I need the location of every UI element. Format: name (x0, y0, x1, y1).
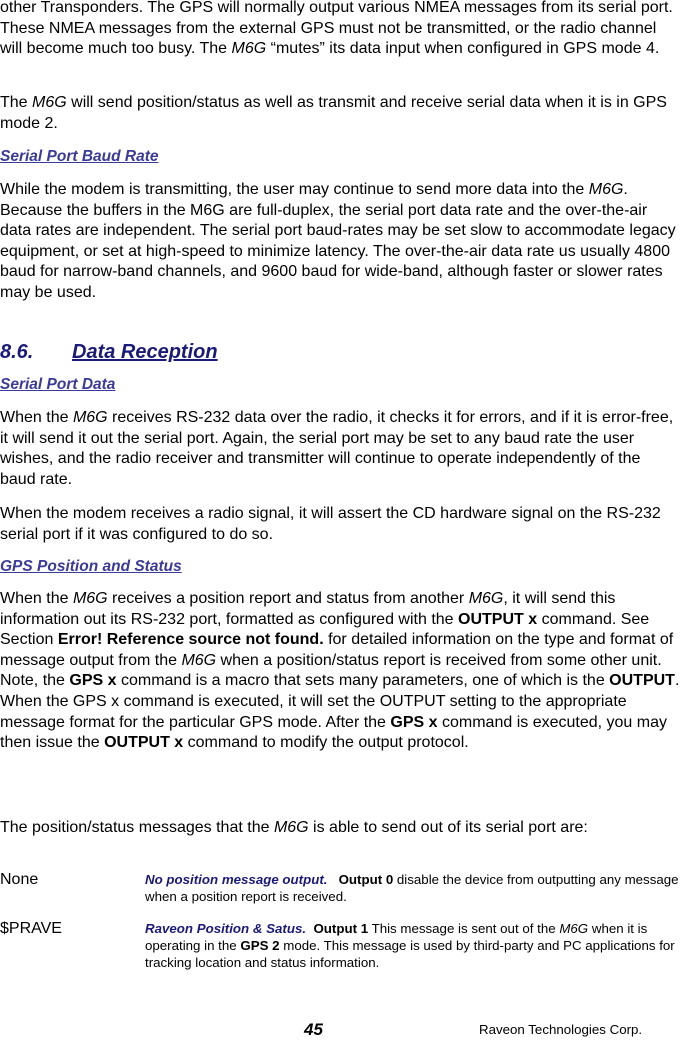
message-label: None (0, 871, 39, 888)
paragraph-serial-port-data: When the M6G receives RS-232 data over the radio, it checks it for errors, and if it is error-free, it will send it out the serial port. Again, the serial port may be set to any baud rate the user wishes, and the radio receiver and transmitter will continue to operate independently of the baud rate. (0, 409, 674, 488)
page-number: 45 (304, 1020, 323, 1039)
message-label: $PRAVE (0, 920, 62, 937)
subheading-serial-port-baud-rate: Serial Port Baud Rate (0, 148, 159, 165)
paragraph-gps-mode-2: The M6G will send position/status as well as transmit and receive serial data when it is in GPS mode 2. (0, 94, 667, 132)
paragraph-baud-rate: While the modem is transmitting, the user may continue to send more data into the M6G. Because the buffers in the M6G are full-duplex, the serial port data rate and the over-the-air data rates are independent. The serial port baud-rates may be set slow to accommodate legacy equipment, or set at high-speed to minimize latency. The over-the-air data rate us usually 4800 baud for narrow-band channels, and 9600 baud for wide-band, although faster or slower rates may be used. (0, 181, 676, 301)
subheading-serial-port-data: Serial Port Data (0, 376, 116, 393)
section-title: Data Reception (72, 341, 218, 363)
paragraph-message-list-intro: The position/status messages that the M6G is able to send out of its serial port are: (0, 819, 588, 836)
section-heading (0, 341, 218, 364)
subheading-gps-position-status: GPS Position and Status (0, 558, 182, 575)
page-footer (0, 1020, 680, 1039)
paragraph-cd-signal: When the modem receives a radio signal, it will assert the CD hardware signal on the RS-232 serial port if it was configured to do so. (0, 505, 661, 543)
paragraph-gps-nmea: other Transponders. The GPS will normally output various NMEA messages from its serial port. These NMEA messages from the external GPS must not be transmitted, or the radio channel will become much too busy. The M6G “mutes” its data input when configured in GPS mode 4. (0, 0, 673, 58)
message-description: No position message output. Output 0 disable the device from outputting any message when a position report is received. (145, 872, 679, 904)
message-description: Raveon Position & Satus. Output 1 This message is sent out of the M6G when it is operating in the GPS 2 mode. This message is used by third-party and PC applications for tracking location and status information. (145, 921, 675, 970)
paragraph-gps-position: When the M6G receives a position report and status from another M6G, it will send this information out its RS-232 port, formatted as configured with the OUTPUT x command. See Section Error! Reference source not found. for detailed information on the type and format of message output from the M6G when a position/status report is received from some other unit. Note, the GPS x command is a macro that sets many parameters, one of which is the OUTPUT. When the GPS x command is executed, it will set the OUTPUT setting to the appropriate message format for the particular GPS mode. After the GPS x command is executed, you may then issue the OUTPUT x command to modify the output protocol. (0, 590, 680, 752)
company-name: Raveon Technologies Corp. (479, 1022, 643, 1037)
cross-reference-error: Error! Reference source not found. (57, 631, 324, 649)
section-number: 8.6. (0, 341, 34, 363)
